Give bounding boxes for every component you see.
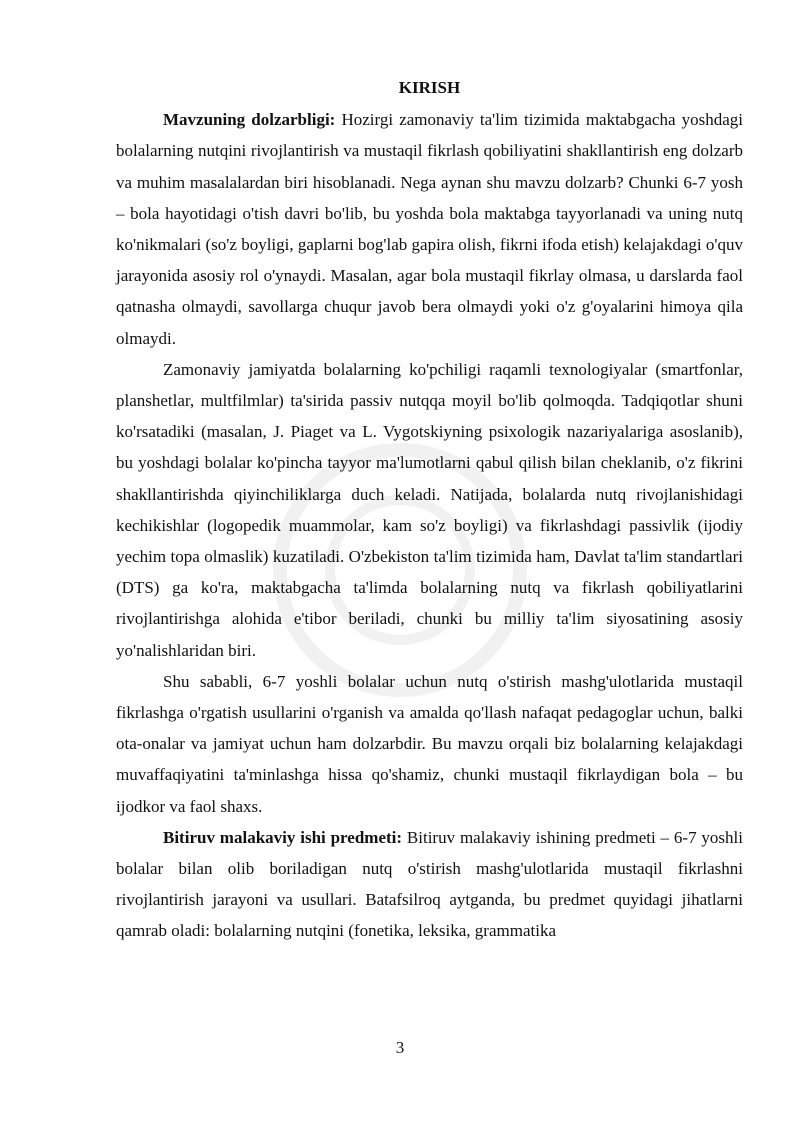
paragraph-lead: Bitiruv malakaviy ishi predmeti:: [163, 827, 403, 847]
paragraph-conclusion: [116, 666, 743, 822]
paragraph-text: Shu sababli, 6-7 yoshli bolalar uchun nutq o'stirish mashg'ulotlarida mustaqil fikrlashga o'rgatish usullarini o'rganish va amalda qo'llash nafaqat pedagoglar uchun, balki ota-onalar va jamiyat uchun ham dolzarbdir. Bu mavzu orqali biz bolalarning kelajakdagi muvaffaqiyatini ta'minlashga hissa qo'shamiz, chunki mustaqil fikrlaydigan bola – bu ijodkor va faol shaxs.: [116, 671, 743, 816]
section-heading: KIRISH: [398, 78, 461, 97]
page-number: 3: [395, 1038, 405, 1057]
document-body: [116, 72, 743, 947]
paragraph-subject: [116, 822, 743, 947]
paragraph-text: Zamonaviy jamiyatda bolalarning ko'pchiligi raqamli texnologiyalar (smartfonlar, planshetlar, multfilmlar) ta'sirida passiv nutqqa moyil bo'lib qolmoqda. Tadqiqotlar shuni ko'rsatadiki (masalan, J. Piaget va L. Vygotskiyning psixologik nazariyalariga asoslanib), bu yoshdagi bolalar ko'pincha tayyor ma'lumotlarni qabul qilish bilan cheklanib, o'z fikrini shakllantirishda qiyinchiliklarga duch keladi. Natijada, bolalarda nutq rivojlanishidagi kechikishlar (logopedik muammolar, kam so'z boyligi) va fikrlashdagi passivlik (ijodiy yechim topa olmaslik) kuzatiladi. O'zbekiston ta'lim tizimida ham, Davlat ta'lim standartlari (DTS) ga ko'ra, maktabgacha ta'limda bolalarning nutq va fikrlash qobiliyatlarini rivojlantirishga alohida e'tibor beriladi, chunki bu milliy ta'lim siyosatining asosiy yo'nalishlaridan biri.: [116, 359, 743, 660]
paragraph-text: Hozirgi zamonaviy ta'lim tizimida maktabgacha yoshdagi bolalarning nutqini rivojlantirish va mustaqil fikrlash qobiliyatini shakllantirish eng dolzarb va muhim masalalardan biri hisoblanadi. Nega aynan shu mavzu dolzarb? Chunki 6-7 yosh – bola hayotidagi o'tish davri bo'lib, bu yoshda bola maktabga tayyorlanadi va uning nutq ko'nikmalari (so'z boyligi, gaplarni bog'lab gapira olish, fikrni ifoda etish) kelajakdagi o'quv jarayonida asosiy rol o'ynaydi. Masalan, agar bola mustaqil fikrlay olmasa, u darslarda faol qatnasha olmaydi, savollarga chuqur javob bera olmaydi yoki o'z g'oyalarini himoya qila olmaydi.: [116, 110, 743, 348]
paragraph-modern-society: [116, 354, 743, 666]
paragraph-text: Bitiruv malakaviy ishining predmeti – 6-7 yoshli bolalar bilan olib boriladigan nutq o'stirish mashg'ulotlarida mustaqil fikrlashni rivojlantirish jarayoni va usullari. Batafsilroq aytganda, bu predmet quyidagi jihatlarni qamrab oladi: bolalarning nutqini (fonetika, leksika, grammatika: [116, 827, 743, 941]
paragraph-lead: Mavzuning dolzarbligi:: [163, 110, 336, 130]
paragraph-relevance: [116, 104, 743, 354]
